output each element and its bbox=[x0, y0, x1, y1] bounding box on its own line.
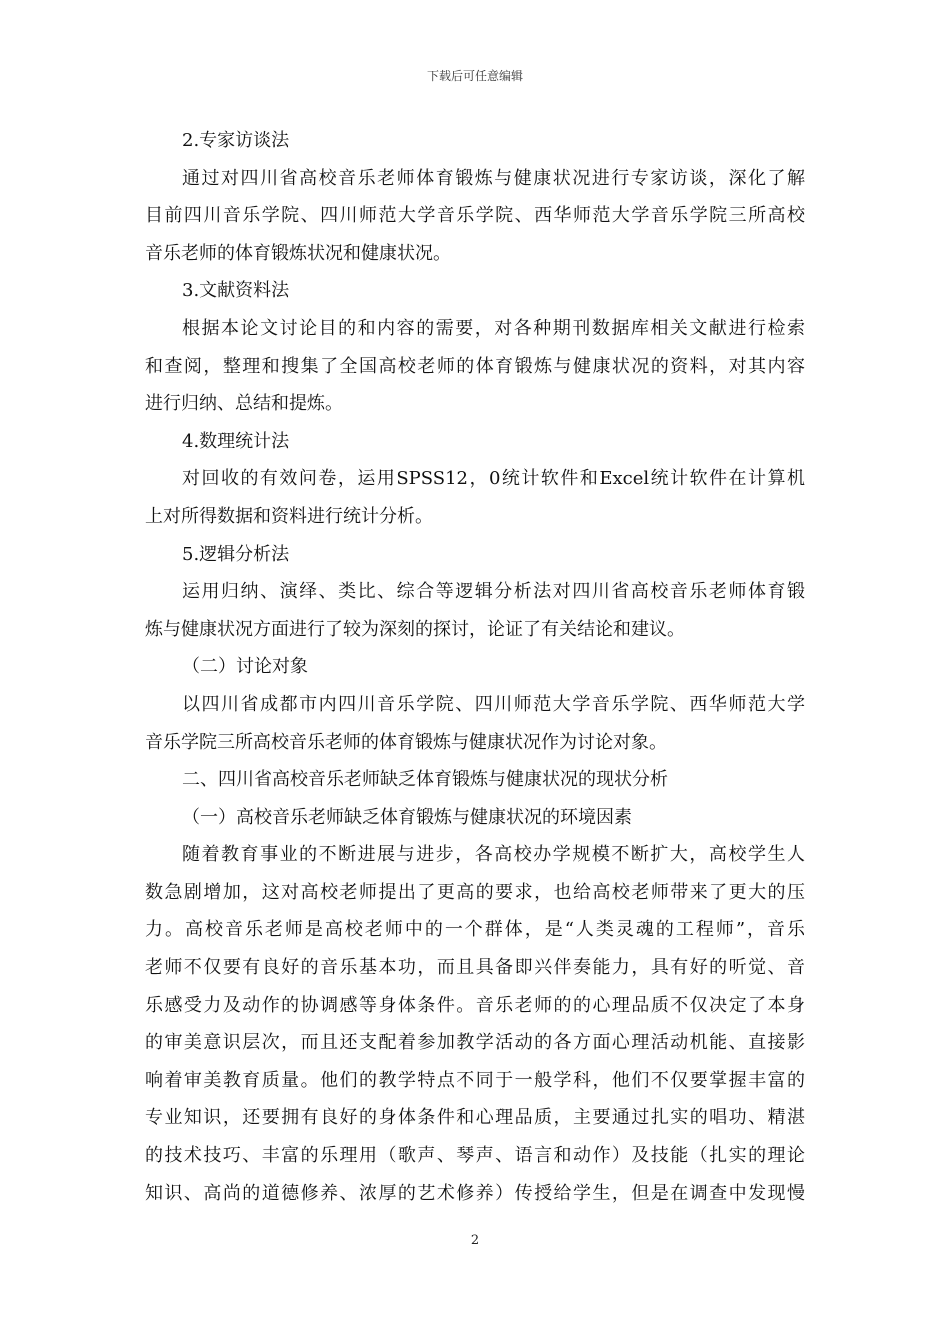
section-heading: 3.文献资料法 bbox=[182, 280, 290, 302]
text-line: 运用归纳、演绎、类比、综合等逻辑分析法对四川省高校音乐老师体育锻 bbox=[182, 581, 805, 603]
text-line: 和查阅，整理和搜集了全国高校老师的体育锻炼与健康状况的资料，对其内容 bbox=[145, 355, 805, 377]
text-line: 根据本论文讨论目的和内容的需要，对各种期刊数据库相关文献进行检索 bbox=[182, 317, 805, 339]
text-line: 音乐老师的体育锻炼状况和健康状况。 bbox=[145, 242, 451, 264]
text-line: 专业知识，还要拥有良好的身体条件和心理品质，主要通过扎实的唱功、精湛 bbox=[145, 1107, 805, 1129]
text-line: 力。高校音乐老师是高校老师中的一个群体，是“人类灵魂的工程师”，音乐 bbox=[145, 919, 805, 941]
text-line: 老师不仅要有良好的音乐基本功，而且具备即兴伴奏能力，具有好的听觉、音 bbox=[145, 957, 805, 979]
text-line: 乐感受力及动作的协调感等身体条件。音乐老师的的心理品质不仅决定了本身 bbox=[145, 994, 805, 1016]
text-line: 对回收的有效问卷，运用SPSS12，0统计软件和Excel统计软件在计算机 bbox=[182, 468, 805, 490]
text-line: 上对所得数据和资料进行统计分析。 bbox=[145, 505, 433, 527]
text-line: 数急剧增加，这对高校老师提出了更高的要求，也给高校老师带来了更大的压 bbox=[145, 881, 805, 903]
text-line: 炼与健康状况方面进行了较为深刻的探讨，论证了有关结论和建议。 bbox=[145, 618, 685, 640]
document-body bbox=[145, 122, 805, 1212]
text-line: 随着教育事业的不断进展与进步，各高校办学规模不断扩大，高校学生人 bbox=[182, 844, 805, 866]
page-number: 2 bbox=[470, 1233, 480, 1248]
section-heading: 5.逻辑分析法 bbox=[182, 543, 290, 565]
text-line: 以四川省成都市内四川音乐学院、四川师范大学音乐学院、西华师范大学 bbox=[182, 693, 805, 715]
text-line: 的审美意识层次，而且还支配着参加教学活动的各方面心理活动机能、直接影 bbox=[145, 1032, 805, 1054]
section-heading: （二）讨论对象 bbox=[182, 656, 308, 678]
text-line: 音乐学院三所高校音乐老师的体育锻炼与健康状况作为讨论对象。 bbox=[145, 731, 667, 753]
section-heading: （一）高校音乐老师缺乏体育锻炼与健康状况的环境因素 bbox=[182, 806, 632, 828]
section-heading: 4.数理统计法 bbox=[182, 430, 290, 452]
text-line: 进行归纳、总结和提炼。 bbox=[145, 393, 343, 415]
text-line: 知识、高尚的道德修养、浓厚的艺术修养）传授给学生，但是在调查中发现慢 bbox=[145, 1182, 805, 1204]
page-header: 下载后可任意编辑 bbox=[426, 69, 523, 83]
text-line: 的技术技巧、丰富的乐理用（歌声、琴声、语言和动作）及技能（扎实的理论 bbox=[145, 1145, 805, 1167]
section-heading: 二、四川省高校音乐老师缺乏体育锻炼与健康状况的现状分析 bbox=[182, 769, 668, 791]
text-line: 响着审美教育质量。他们的教学特点不同于一般学科，他们不仅要掌握丰富的 bbox=[145, 1069, 805, 1091]
text-line: 通过对四川省高校音乐老师体育锻炼与健康状况进行专家访谈，深化了解 bbox=[182, 167, 805, 189]
section-heading: 2.专家访谈法 bbox=[182, 130, 290, 151]
text-line: 目前四川音乐学院、四川师范大学音乐学院、西华师范大学音乐学院三所高校 bbox=[145, 205, 805, 227]
